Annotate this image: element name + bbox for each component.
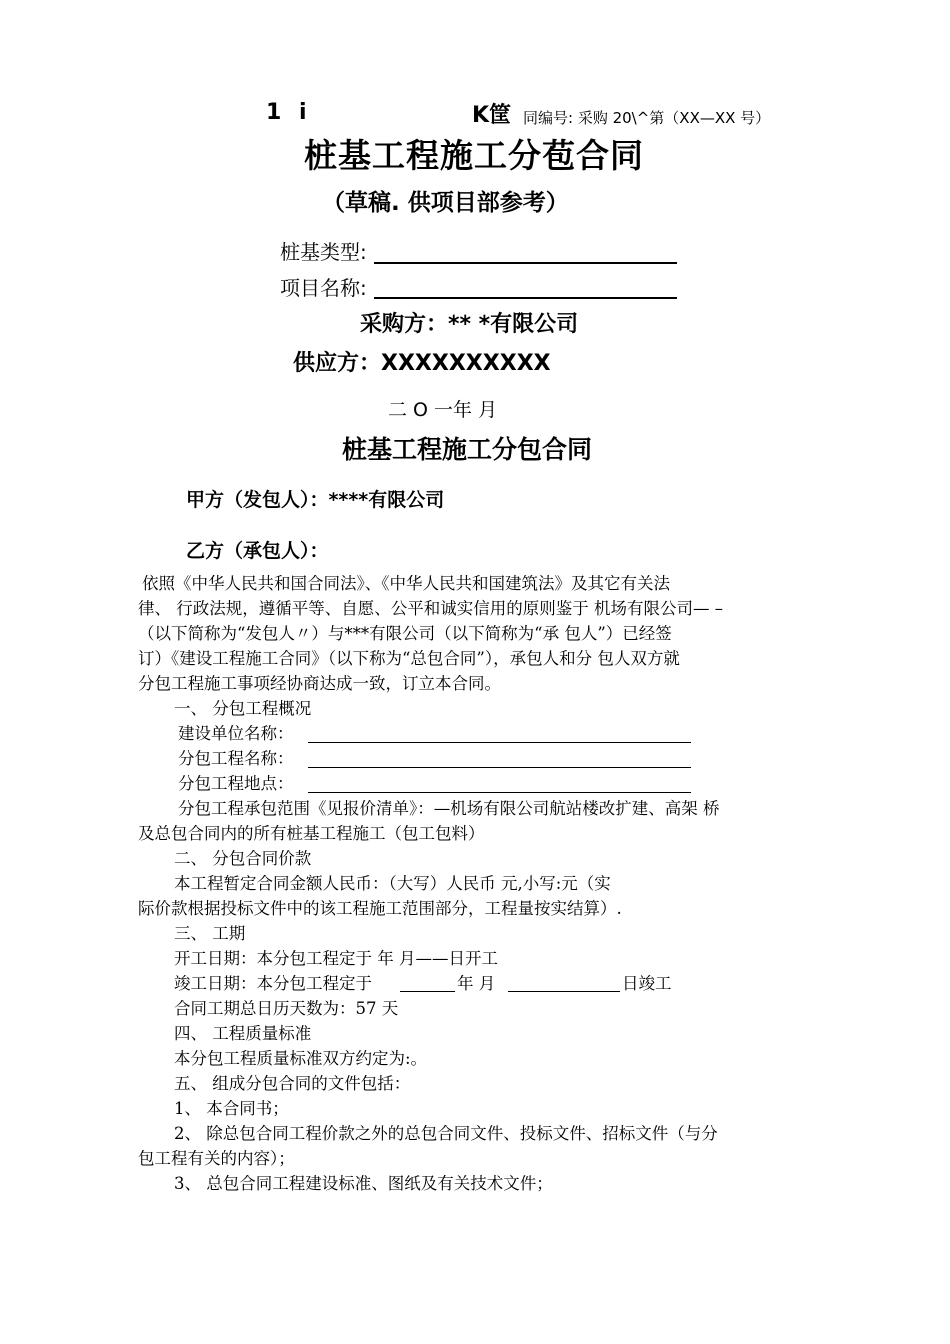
- subproject-place-line: [308, 792, 691, 793]
- section-5-heading: 五、 组成分包合同的文件包括：: [174, 1074, 411, 1093]
- document-item-2a: 2、 除总包合同工程价款之外的总包合同文件、投标文件、招标文件（与分: [174, 1124, 718, 1143]
- pile-type-line: [374, 262, 677, 264]
- intro-line-3: （以下简称为“发包人〃）与***有限公司（以下简称为“承 包人”）已经签: [138, 624, 672, 643]
- cover-title: 桩基工程施工分苞合同: [304, 136, 644, 175]
- project-name-label: 项目名称:: [280, 276, 367, 300]
- project-name-line: [374, 297, 677, 299]
- section-4-heading: 四、 工程质量标准: [174, 1024, 312, 1043]
- end-date-suffix: 日竣工: [622, 974, 672, 993]
- header-mark-i: i: [299, 100, 307, 125]
- document-item-1: 1、 本合同书；: [174, 1099, 289, 1118]
- section-2-heading: 二、 分包合同价款: [174, 849, 312, 868]
- party-a: 甲方（发包人）：****有限公司: [186, 489, 445, 511]
- intro-line-2: 律、 行政法规，遵循平等、自愿、公平和诚实信用的原则鉴于 机场有限公司— –: [138, 599, 723, 618]
- end-date-label: 竣工日期：本分包工程定于: [174, 974, 372, 993]
- party-b: 乙方（承包人）：: [186, 540, 329, 562]
- document-item-3: 3、 总包合同工程建设标准、图纸及有关技术文件；: [174, 1174, 553, 1193]
- pile-type-label: 桩基类型:: [280, 240, 367, 264]
- intro-line-5: 分包工程施工事项经协商达成一致，订立本合同。: [138, 674, 501, 693]
- buyer-line: 采购方：** *有限公司: [360, 312, 579, 337]
- subproject-name-line: [308, 767, 691, 768]
- section-3-heading: 三、 工期: [174, 924, 246, 943]
- intro-line-4: 订）《建设工程施工合同》（以下称为“总包合同”），承包人和分 包人双方就: [138, 649, 680, 668]
- end-date-year-blank: [400, 991, 455, 992]
- section-1-heading: 一、 分包工程概况: [174, 699, 312, 718]
- quality-line: 本分包工程质量标准双方约定为:。: [174, 1049, 428, 1068]
- scope-line-2: 及总包合同内的所有桩基工程施工（包工包料）: [138, 824, 485, 843]
- end-date-month-label: 年 月: [457, 974, 496, 993]
- date-line: 二 O 一年 月: [388, 399, 498, 421]
- end-date-day-blank: [508, 991, 620, 992]
- contract-title: 桩基工程施工分包合同: [342, 435, 593, 464]
- header-mark-1: 1: [266, 100, 282, 125]
- price-line-2: 际价款根据投标文件中的该工程施工范围部分，工程量按实结算）.: [138, 899, 622, 918]
- document-item-2b: 包工程有关的内容）；: [138, 1149, 295, 1168]
- supplier-line: 供应方：XXXXXXXXXX: [293, 351, 551, 376]
- unit-name-label: 建设单位名称：: [178, 724, 294, 743]
- header-k-char: K筐: [472, 103, 512, 128]
- total-days-line: 合同工期总日历天数为：57 天: [174, 999, 399, 1018]
- start-date-line: 开工日期：本分包工程定于 年 月——日开工: [174, 949, 498, 968]
- subproject-name-label: 分包工程名称：: [178, 749, 294, 768]
- contract-number: 同编号: 采购 20\^第（XX—XX 号）: [523, 109, 771, 127]
- cover-subtitle: （草稿. 供项目部参考）: [322, 190, 569, 216]
- intro-line-1: 依照《中华人民共和国合同法》、《中华人民共和国建筑法》及其它有关法: [142, 574, 670, 593]
- unit-name-line: [308, 742, 691, 743]
- subproject-place-label: 分包工程地点：: [178, 774, 294, 793]
- price-line-1: 本工程暂定合同金额人民币：（大写）人民币 元,小写:元（实: [174, 874, 611, 893]
- scope-line-1: 分包工程承包范围《见报价清单》：—机场有限公司航站楼改扩建、高架 桥: [178, 799, 720, 818]
